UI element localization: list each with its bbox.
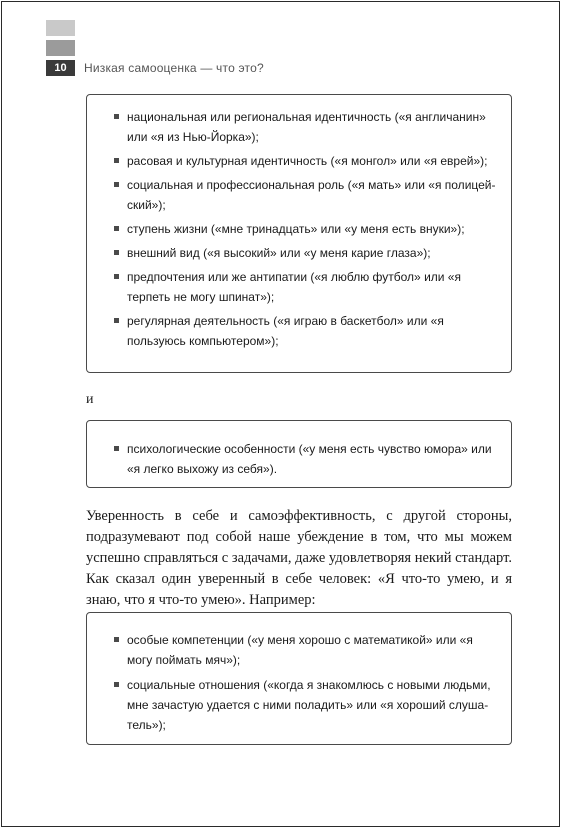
list-item-text: социальная и профессиональная роль («я мать» или «я полицей-ский»); xyxy=(127,178,496,212)
list-item-text: национальная или региональная идентичность («я англичанин» или «я из Нью-Йорка»); xyxy=(127,110,486,144)
list-item-text: регулярная деятельность («я играю в баскетбол» или «я пользуюсь компьютером»); xyxy=(127,314,444,348)
running-title: Низкая самооценка — что это? xyxy=(84,61,264,75)
list-item xyxy=(87,311,511,351)
bullet-square-icon xyxy=(114,446,119,451)
bullet-square-icon xyxy=(114,637,119,642)
bullet-square-icon xyxy=(114,274,119,279)
list-item xyxy=(87,243,511,263)
bullet-square-icon xyxy=(114,318,119,323)
bullet-square-icon xyxy=(114,182,119,187)
psychological-traits-list xyxy=(87,439,511,479)
list-item-text: ступень жизни («мне тринадцать» или «у меня есть внуки»); xyxy=(127,222,465,236)
list-item xyxy=(87,175,511,215)
competence-examples-box xyxy=(86,612,512,745)
conjunction-text: и xyxy=(86,392,94,407)
section-tab-light xyxy=(46,20,75,36)
list-item-text: социальные отношения («когда я знакомлюсь с новыми людьми, мне зачастую удается с ними поладить» или «я хороший слуша-тель»); xyxy=(127,678,491,732)
bullet-square-icon xyxy=(114,114,119,119)
section-tab-mid xyxy=(46,40,75,56)
identity-examples-box xyxy=(86,94,512,373)
list-item xyxy=(87,267,511,307)
list-item xyxy=(87,630,511,670)
bullet-square-icon xyxy=(114,682,119,687)
list-item xyxy=(87,219,511,239)
list-item xyxy=(87,107,511,147)
list-item-text: расовая и культурная идентичность («я монгол» или «я еврей»); xyxy=(127,154,488,168)
list-item-text: психологические особенности («у меня есть чувство юмора» или «я легко выхожу из себя»). xyxy=(127,442,492,476)
bullet-square-icon xyxy=(114,226,119,231)
competence-examples-list xyxy=(87,630,511,735)
body-paragraph: Уверенность в себе и самоэффективность, с другой стороны, подразумевают под собой наше убеждение в том, что мы можем успешно справляться с задачами, даже удовлетворяя некий стандарт. Как сказал один уверенный в себе человек: «Я что-то умею, и я знаю, что я что-то умею». Например: xyxy=(86,508,512,608)
list-item-text: особые компетенции («у меня хорошо с математикой» или «я могу поймать мяч»); xyxy=(127,633,473,667)
page-number: 10 xyxy=(46,60,75,76)
bullet-square-icon xyxy=(114,250,119,255)
list-item-text: внешний вид («я высокий» или «у меня карие глаза»); xyxy=(127,246,431,260)
list-item xyxy=(87,675,511,735)
psychological-traits-box xyxy=(86,420,512,488)
identity-examples-list xyxy=(87,107,511,351)
list-item-text: предпочтения или же антипатии («я люблю футбол» или «я терпеть не могу шпинат»); xyxy=(127,270,461,304)
list-item xyxy=(87,439,511,479)
list-item xyxy=(87,151,511,171)
bullet-square-icon xyxy=(114,158,119,163)
